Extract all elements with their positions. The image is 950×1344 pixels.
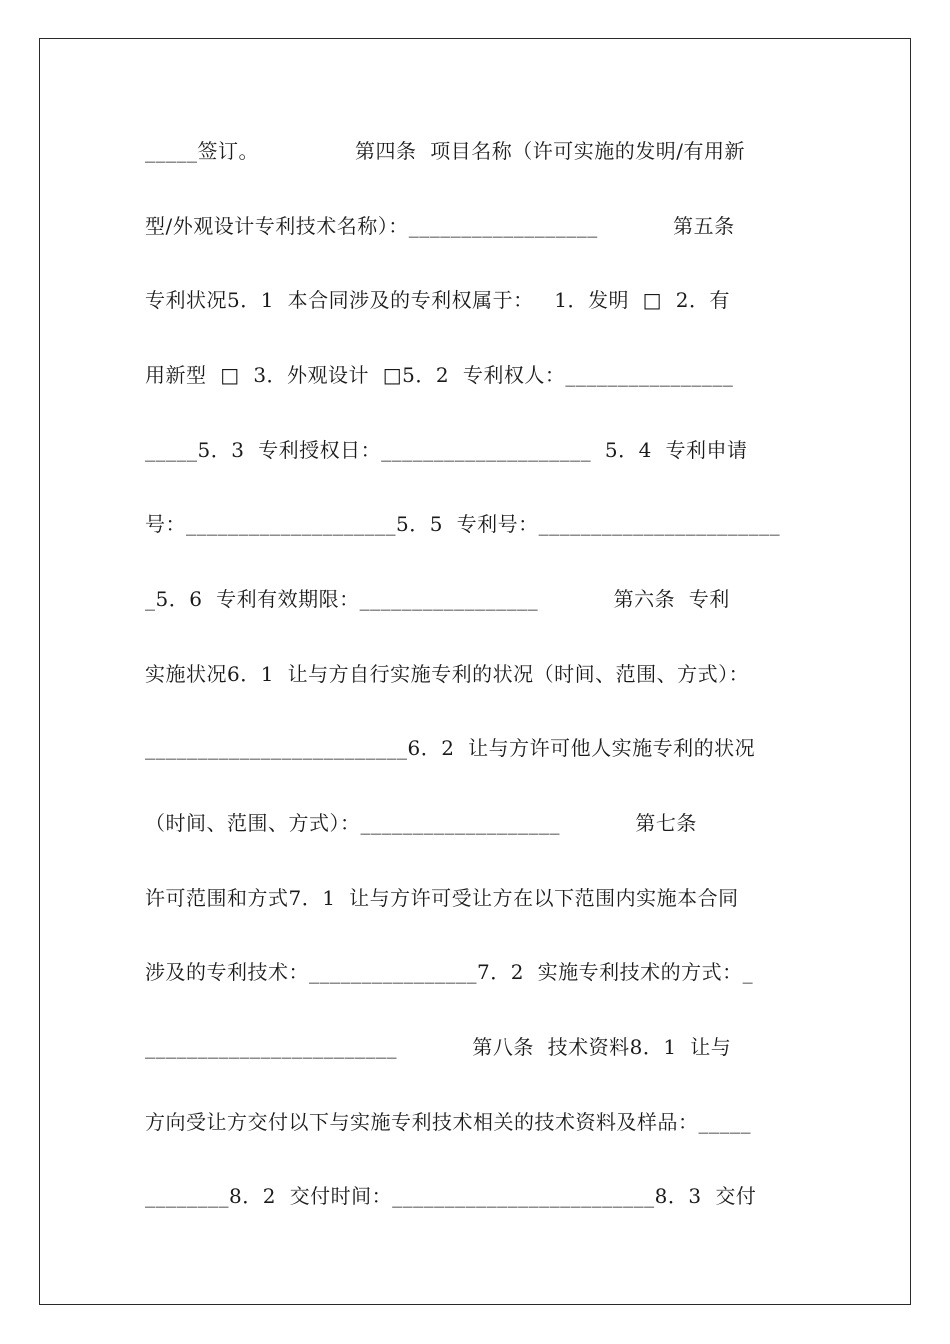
document-line: _________________________6．2 让与方许可他人实施专利的状况 bbox=[145, 736, 756, 760]
document-line: 实施状况6．1 让与方自行实施专利的状况（时间、范围、方式）： bbox=[145, 662, 750, 686]
document-line: _____签订。 第四条 项目名称（许可实施的发明/有用新 bbox=[145, 139, 745, 163]
document-line: ________8．2 交付时间：_________________________8．3 交付 bbox=[145, 1184, 757, 1208]
document-line: 专利状况5．1 本合同涉及的专利权属于： 1．发明 □ 2．有 bbox=[145, 288, 731, 312]
document-line: 型/外观设计专利技术名称）：__________________ 第五条 bbox=[145, 214, 735, 238]
document-line: 用新型 □ 3．外观设计 □5．2 专利权人：________________ bbox=[145, 363, 734, 387]
document-line: 涉及的专利技术：________________7．2 实施专利技术的方式：_ bbox=[145, 960, 754, 984]
document-line: （时间、范围、方式）：___________________ 第七条 bbox=[145, 811, 697, 835]
document-line: _5．6 专利有效期限：_________________ 第六条 专利 bbox=[145, 587, 730, 611]
document-line: 号：____________________5．5 专利号：_______________________ bbox=[145, 512, 781, 536]
document-line: ________________________ 第八条 技术资料8．1 让与 bbox=[145, 1035, 732, 1059]
document-line: _____5．3 专利授权日：____________________ 5．4 专利申请 bbox=[145, 438, 748, 462]
document-line: 方向受让方交付以下与实施专利技术相关的技术资料及样品：_____ bbox=[145, 1110, 751, 1134]
document-line: 许可范围和方式7．1 让与方许可受让方在以下范围内实施本合同 bbox=[145, 886, 739, 910]
